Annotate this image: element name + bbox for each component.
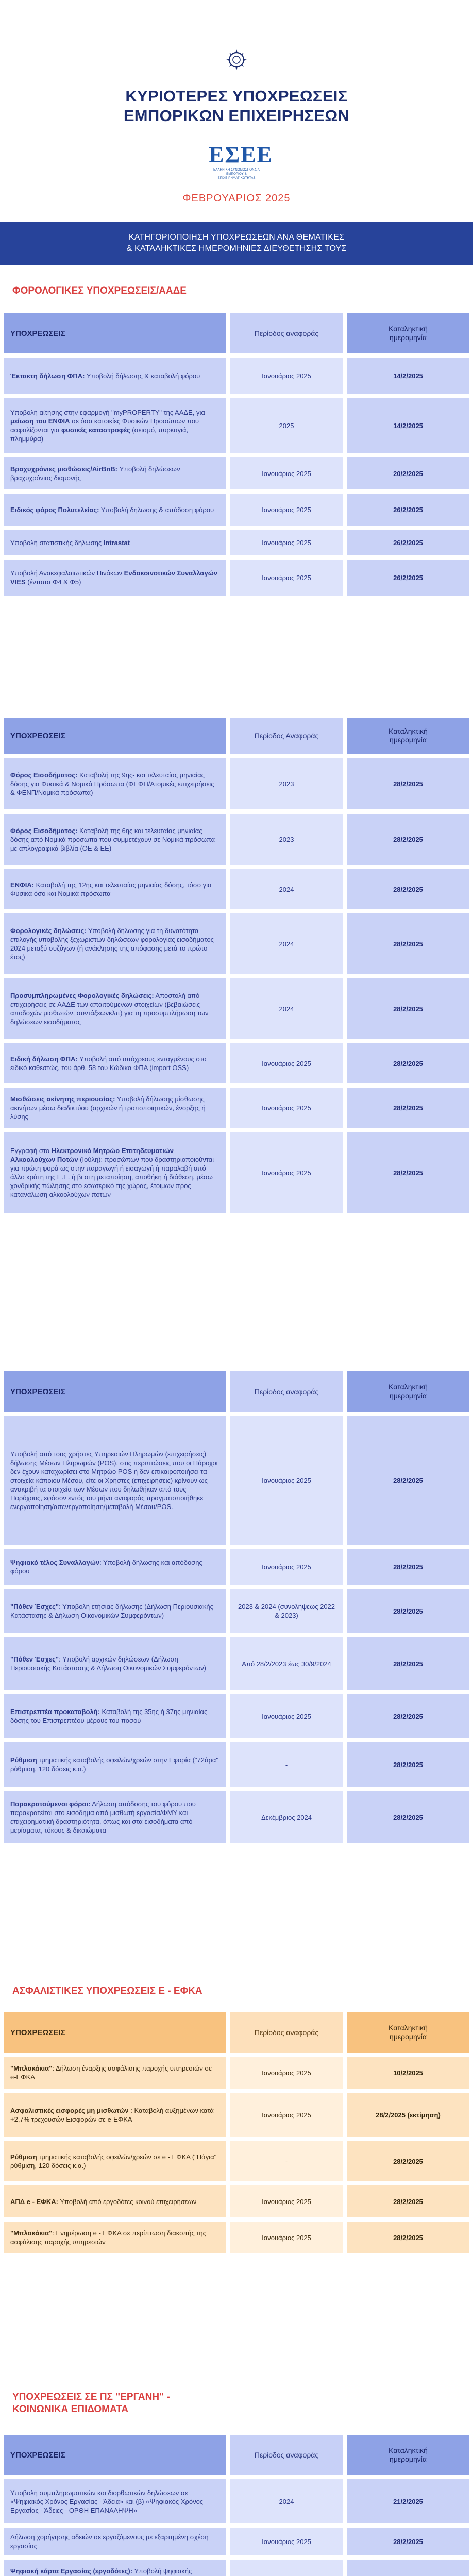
period-cell: Ιανουάριος 2025 (230, 2093, 343, 2137)
deadline-cell: 20/2/2025 (347, 457, 469, 489)
obligation-text: Υποβολή από υπόχρεους ενταγμένους στο ειδικό καθεστώς, του άρθ. 58 του Κώδικα ΦΠΑ (import OSS) (10, 1055, 207, 1072)
header-obligations: ΥΠΟΧΡΕΩΣΕΙΣ (4, 1371, 226, 1412)
ergani-table-header (4, 2435, 469, 2475)
table-row (4, 2560, 469, 2576)
title-line-2: ΕΜΠΟΡΙΚΩΝ ΕΠΙΧΕΙΡΗΣΕΩΝ (123, 107, 350, 125)
obligation-text: : Υποβολή ετήσιας δήλωσης (Δήλωση Περιουσιακής Κατάστασης & Δήλωση Οικονομικών Συμφερόντων) (10, 1603, 213, 1619)
period-cell: - (230, 2141, 343, 2181)
deadline-cell: 28/2/2025 (347, 2141, 469, 2181)
obligation-text: Ειδικός φόρος Πολυτελείας: (10, 505, 99, 514)
table-row (4, 1791, 469, 1843)
tax-table-3 (4, 1371, 469, 1848)
ergani-section-title (12, 2391, 170, 2416)
table-row (4, 2528, 469, 2555)
deadline-cell: 14/2/2025 (347, 358, 469, 394)
table-row (4, 1088, 469, 1128)
period-cell: Ιανουάριος 2025 (230, 2222, 343, 2253)
table-row (4, 1416, 469, 1545)
period-cell: Ιανουάριος 2025 (230, 2528, 343, 2555)
table-row (4, 457, 469, 489)
period-cell: 2024 (230, 978, 343, 1039)
obligation-cell (4, 2222, 226, 2253)
table-row (4, 1132, 469, 1213)
header-period: Περίοδος αναφοράς (230, 313, 343, 353)
table-row (4, 2141, 469, 2181)
obligation-cell (4, 2185, 226, 2217)
obligation-text: Προσυμπληρωμένες Φορολογικές δηλώσεις: (10, 992, 154, 999)
period-cell: - (230, 1742, 343, 1787)
header-deadline: Καταληκτική ημερομηνία (347, 313, 469, 353)
header-deadline: Καταληκτική ημερομηνία (347, 1371, 469, 1412)
deadline-cell: 28/2/2025 (347, 814, 469, 865)
header-deadline: Καταληκτική ημερομηνία (347, 2012, 469, 2053)
ergani-title-line-1: ΥΠΟΧΡΕΩΣΕΙΣ ΣΕ ΠΣ "ΕΡΓΑΝΗ" - (12, 2392, 170, 2402)
obligation-text: Καταβολή της 12ης και τελευταίας μηνιαίας δόσης, τόσο για Φυσικά όσο και Νομικά πρόσωπα (10, 881, 212, 897)
deadline-cell: 28/2/2025 (347, 2222, 469, 2253)
tax-table-3-header (4, 1371, 469, 1412)
obligation-cell (4, 358, 226, 394)
table-row (4, 1742, 469, 1787)
issue-date: ΦΕΒΡΟΥΑΡΙΟΣ 2025 (182, 193, 291, 204)
obligation-text: Μισθώσεις ακίνητης περιουσίας: (10, 1095, 115, 1103)
table-row (4, 2479, 469, 2523)
period-cell: Ιανουάριος 2025 (230, 2057, 343, 2089)
period-cell: 2023 & 2024 (συνολήψεως 2022 & 2023) (230, 1589, 343, 1633)
obligation-text: Φόρος Εισοδήματος: (10, 826, 78, 835)
obligation-text: Ασφαλιστικές εισφορές μη μισθωτών (10, 2107, 129, 2114)
period-cell: Ιανουάριος 2025 (230, 457, 343, 489)
obligation-text: Ειδική δήλωση ΦΠΑ: (10, 1055, 78, 1063)
period-cell: Από 28/2/2023 έως 30/9/2024 (230, 1637, 343, 1690)
obligation-text: "Πόθεν Έσχες" (10, 1655, 59, 1663)
obligation-cell (4, 494, 226, 526)
obligation-cell (4, 2141, 226, 2181)
header-obligations: ΥΠΟΧΡΕΩΣΕΙΣ (4, 718, 226, 754)
table-row (4, 913, 469, 974)
table-row (4, 2185, 469, 2217)
deadline-cell: 28/2/2025 (347, 1589, 469, 1633)
obligation-text: Δήλωση χορήγησης αδειών σε εργαζόμενους με εξαρτημένη σχέση εργασίας (10, 2533, 209, 2550)
header-period: Περίοδος Αναφοράς (230, 718, 343, 754)
table-row (4, 560, 469, 596)
obligation-cell (4, 2560, 226, 2576)
table-row (4, 814, 469, 865)
header-obligations: ΥΠΟΧΡΕΩΣΕΙΣ (4, 2012, 226, 2053)
obligation-text: Αποστολή από επιχειρήσεις σε ΑΑΔΕ των απαιτούμενων στοιχείων (βεβαιώσεις αποδοχών μισθωτών, συντάξεωνκλπ) για τη προσυμπλήρωση των δηλώσεων εισοδήματος (10, 992, 209, 1026)
obligation-text: Υποβολή δήλωσης & καταβολή φόρου (85, 371, 200, 380)
table-row (4, 1043, 469, 1083)
deadline-cell: 26/2/2025 (347, 560, 469, 596)
obligation-text: Υποβολή δηλώσεων βραχυχρόνιας διαμονής (10, 465, 180, 482)
table-row (4, 1694, 469, 1738)
insurance-section-title: ΑΣΦΑΛΙΣΤΙΚΕΣ ΥΠΟΧΡΕΩΣΕΙΣ E - ΕΦΚΑ (12, 1986, 202, 1996)
tax-table (4, 313, 469, 600)
table-row (4, 358, 469, 394)
obligation-text: "Μπλοκάκια" (10, 2229, 53, 2237)
insurance-table (4, 2012, 469, 2258)
period-cell: Ιανουάριος 2025 (230, 494, 343, 526)
ergani-title-line-2: ΚΟΙΝΩΝΙΚΑ ΕΠΙΔΟΜΑΤΑ (12, 2404, 129, 2415)
obligation-text: Υποβολή δήλωσης για τη δυνατότητα επιλογής υποβολής ξεχωριστών δηλώσεων φορολογίας εισοδήματος 2024 μεταξύ συζύγων (ή ανάκλησης της απόφασης μετά το πρώτο έτος) (10, 927, 214, 961)
obligation-cell (4, 978, 226, 1039)
obligation-text: Ψηφιακή κάρτα Εργασίας (εργοδότες): (10, 2567, 133, 2575)
period-cell: 2024 (230, 2479, 343, 2523)
tax-table-2-header (4, 718, 469, 754)
deadline-cell: 10/2/2025 (347, 2057, 469, 2089)
deadline-cell: 28/2/2025 (347, 1549, 469, 1585)
period-cell: 2023 (230, 758, 343, 809)
deadline-cell (347, 2560, 469, 2576)
obligation-text: (Ιούλη): προσώπων που δραστηριοποιούνται για πρώτη φορά ως στην παραγωγή ή εισαγωγή ή παραλαβή από άλλο κράτη της Ε.Ε. ή βι στη μεταποίηση, αποθήκη ή διάθεση, μέσω χονδρικής πώλησης στο εσωτερικό της χώρας, έτοιμων προς κατανάλωση αλκοολούχων ποτών (10, 1156, 214, 1198)
obligation-cell (4, 913, 226, 974)
obligation-text: Καταβολή της 35ης ή 37ης μηνιαίας δόσης του Επιστρεπτέου μέρους του ποσού (10, 1708, 208, 1724)
obligation-text: : Υποβολή δήλωσης και απόδοσης φόρου (10, 1558, 202, 1575)
deadline-cell: 28/2/2025 (347, 1132, 469, 1213)
obligation-text: Ψηφιακό τέλος Συναλλαγών (10, 1558, 100, 1566)
obligation-cell (4, 814, 226, 865)
deadline-cell: 26/2/2025 (347, 494, 469, 526)
deadline-cell: 28/2/2025 (347, 2528, 469, 2555)
obligation-text: φυσικές καταστροφές (61, 426, 130, 434)
period-cell: Ιανουάριος 2025 (230, 2185, 343, 2217)
deadline-cell: 28/2/2025 (347, 1043, 469, 1083)
logo-subtitle: ΕΛΛΗΝΙΚΗ ΣΥΝΟΜΟΣΠΟΝΔΙΑ ΕΜΠΟΡΙΟΥ & ΕΠΙΧΕΙΡΗΜΑΤΙΚΟΤΗΤΑΣ (213, 168, 260, 180)
obligation-cell (4, 758, 226, 809)
obligation-cell (4, 1549, 226, 1585)
tax-table-header (4, 313, 469, 353)
obligation-text: Ηλεκτρονικό Μητρώο Επιτηδευματιών Αλκοολούχων Ποτών (10, 1147, 174, 1163)
obligation-text: ΕΝΦΙΑ: (10, 881, 35, 889)
obligation-text: σε όσα κατοικίες Φυσικών Προσώπων που ασφαλίζονται για (10, 417, 199, 434)
deadline-cell: 28/2/2025 (347, 913, 469, 974)
period-cell: Ιανουάριος 2025 (230, 1549, 343, 1585)
obligation-text: : Υποβολή αρχικών δηλώσεων (Δήλωση Περιουσιακής Κατάστασης & Δήλωση Οικονομικών Συμφερόντων) (10, 1655, 206, 1672)
period-cell: Ιανουάριος 2025 (230, 1416, 343, 1545)
obligation-text: "Πόθεν Έσχες" (10, 1603, 59, 1611)
obligation-text: Εγγραφή στο (10, 1147, 52, 1155)
obligation-cell (4, 1043, 226, 1083)
obligation-text: Υποβολή Ανακεφαλαιωτικών Πινάκων (10, 569, 124, 577)
header-deadline: Καταληκτική ημερομηνία (347, 2435, 469, 2475)
obligation-cell (4, 1742, 226, 1787)
deadline-cell: 28/2/2025 (347, 2185, 469, 2217)
table-row (4, 2057, 469, 2089)
title-line-1: ΚΥΡΙΟΤΕΡΕΣ ΥΠΟΧΡΕΩΣΕΙΣ (125, 87, 348, 105)
period-cell: Ιανουάριος 2025 (230, 1694, 343, 1738)
period-cell: 2025 (230, 398, 343, 453)
obligation-cell (4, 1791, 226, 1843)
obligation-text: μείωση του ΕΝΦΙΑ (10, 417, 70, 425)
category-banner (0, 222, 473, 265)
table-row (4, 1589, 469, 1633)
header-period: Περίοδος αναφοράς (230, 2012, 343, 2053)
obligation-text: Ρύθμιση (10, 2153, 37, 2161)
obligation-text: Καταβολή της 6ης και τελευταίας μηνιαίας δόσης από Νομικά πρόσωπα που συμμετέχουν σε Νομικά πρόσωπα με απλογραφικά βιβλία (ΟΕ & ΕΕ) (10, 826, 215, 852)
obligation-cell (4, 2093, 226, 2137)
deadline-cell: 26/2/2025 (347, 530, 469, 555)
deadline-cell: 28/2/2025 (347, 869, 469, 909)
obligation-text: Υποβολή από εργοδότες κοινού επιχειρήσεων (58, 2197, 197, 2206)
header-obligations: ΥΠΟΧΡΕΩΣΕΙΣ (4, 2435, 226, 2475)
obligation-text: Υποβολή δήλωσης & απόδοση φόρου (99, 505, 214, 514)
table-row (4, 2222, 469, 2253)
obligation-text: Υποβολή από τους χρήστες Υπηρεσιών Πληρωμών (επιχειρήσεις) δήλωσης Μέσων Πληρωμών (POS), στις περιπτώσεις που οι Πάροχοι δεν έχουν καταχωρίσει στο Μητρώο POS ή δεν επικαιροποιήσει τα στοιχεία κάποιου Μέσου, είτε οι Χρήστες (επιχειρήσεις) κρίνουν ως ανακριβή τα στοιχεία των Μέσων που δηλωθήκαν από τους Παρόχους, εφόσον εντός του μήνα αναφοράς πραγματοποιήθηκε ενεργοποίηση/απενεργοποίηση/μεταβολή Μέσου/POS. (10, 1450, 218, 1511)
header-period: Περίοδος αναφοράς (230, 2435, 343, 2475)
deadline-cell: 28/2/2025 (347, 1416, 469, 1545)
header-period: Περίοδος αναφοράς (230, 1371, 343, 1412)
period-cell (230, 2560, 343, 2576)
table-row (4, 1549, 469, 1585)
obligation-text: Υποβολή αίτησης στην εφαρμογή "myPROPERTY" της ΑΑΔΕ, για (10, 409, 205, 416)
obligation-text: (σεισμό, πυρκαγιά, πλημμύρα) (10, 426, 189, 443)
obligation-text: "Μπλοκάκια" (10, 2064, 53, 2072)
obligation-cell (4, 2479, 226, 2523)
obligation-text: : Ενημέρωση e - ΕΦΚΑ σε περίπτωση διακοπής της ασφάλισης παροχής υπηρεσιών (10, 2229, 206, 2246)
banner-line-1: ΚΑΤΗΓΟΡΙΟΠΟΙΗΣΗ ΥΠΟΧΡΕΩΣΕΩΝ ΑΝΑ ΘΕΜΑΤΙΚΕΣ (128, 233, 345, 242)
obligation-cell (4, 1589, 226, 1633)
deadline-cell: 28/2/2025 (347, 1694, 469, 1738)
deadline-cell: 28/2/2025 (347, 978, 469, 1039)
obligation-text: Παρακρατούμενοι φόροι: (10, 1800, 91, 1808)
obligation-text: ΑΠΔ e - ΕΦΚΑ: (10, 2197, 58, 2206)
table-row (4, 530, 469, 555)
obligation-cell (4, 457, 226, 489)
table-row (4, 2093, 469, 2137)
obligation-text: Υποβολή ψηφιακής (134, 2567, 192, 2575)
table-row (4, 758, 469, 809)
obligation-text: Υποβολή συμπληρωματικών και διορθωτικών δηλώσεων σε «Ψηφιακός Χρόνος Εργασίας - Άδεια» και (β) «Ψηφιακός Χρόνος Εργασίας - Άδειες - ΟΡΘΗ ΕΠΑΝΑΛΗΨΗ» (10, 2488, 204, 2514)
period-cell: 2024 (230, 913, 343, 974)
obligation-text: Φόρος Εισοδήματος: (10, 771, 78, 779)
obligation-text: Υποβολή στατιστικής δήλωσης (10, 538, 104, 547)
obligation-cell (4, 1637, 226, 1690)
period-cell: Ιανουάριος 2025 (230, 358, 343, 394)
obligation-text: Intrastat (103, 538, 130, 547)
obligation-cell (4, 398, 226, 453)
tax-table-2 (4, 718, 469, 1217)
obligation-text: Ενδοκοινοτικών Συναλλαγών VIES (10, 569, 217, 586)
table-row (4, 494, 469, 526)
header-obligations: ΥΠΟΧΡΕΩΣΕΙΣ (4, 313, 226, 353)
wreath-emblem-icon (224, 47, 249, 72)
logo-text: ΕΣΕΕ (209, 142, 273, 167)
deadline-cell: 14/2/2025 (347, 398, 469, 453)
esee-logo (209, 142, 273, 180)
obligation-text: Έκτακτη δήλωση ΦΠΑ: (10, 371, 85, 380)
period-cell: Ιανουάριος 2025 (230, 530, 343, 555)
period-cell: 2024 (230, 869, 343, 909)
deadline-cell: 28/2/2025 (347, 1742, 469, 1787)
obligation-text: Επιστρεπτέα προκαταβολή: (10, 1708, 100, 1716)
obligation-cell (4, 1132, 226, 1213)
insurance-table-header (4, 2012, 469, 2053)
deadline-cell: 28/2/2025 (347, 1791, 469, 1843)
page-title (0, 87, 473, 126)
obligation-cell (4, 530, 226, 555)
obligation-cell (4, 2528, 226, 2555)
obligation-cell (4, 1416, 226, 1545)
period-cell: Ιανουάριος 2025 (230, 1132, 343, 1213)
obligation-text: (έντυπα Φ4 & Φ5) (25, 578, 81, 586)
period-cell: 2023 (230, 814, 343, 865)
obligation-text: τμηματικής καταβολής οφειλών/χρεών σε e - ΕΦΚΑ ("Πάγια" ρύθμιση, 120 δόσεις κ.α.) (10, 2153, 217, 2170)
header (0, 0, 473, 206)
deadline-cell: 28/2/2025 (347, 1637, 469, 1690)
deadline-cell: 28/2/2025 (εκτίμηση) (347, 2093, 469, 2137)
period-cell: Ιανουάριος 2025 (230, 560, 343, 596)
obligation-cell (4, 1088, 226, 1128)
table-row (4, 978, 469, 1039)
obligation-cell (4, 869, 226, 909)
obligation-text: : Δήλωση έναρξης ασφάλισης παροχής υπηρεσιών σε e-ΕΦΚΑ (10, 2064, 212, 2081)
ergani-table (4, 2435, 469, 2576)
header-deadline: Καταληκτική ημερομηνία (347, 718, 469, 754)
obligation-text: Φορολογικές δηλώσεις: (10, 927, 87, 935)
obligation-text: Υποβολή δήλωσης μίσθωσης ακινήτων μέσω διαδικτύου (αρχικών ή τροποποιητικών, ένορξης ή λύσης (10, 1095, 206, 1121)
obligation-text: Ρύθμιση (10, 1756, 37, 1764)
table-row (4, 869, 469, 909)
obligation-cell (4, 560, 226, 596)
obligation-text: : Καταβολή αυξημένων κατά +2,7% τρεχουσών Εισφορών σε e-ΕΦΚΑ (10, 2107, 214, 2123)
deadline-cell: 28/2/2025 (347, 758, 469, 809)
deadline-cell: 28/2/2025 (347, 1088, 469, 1128)
banner-line-2: & ΚΑΤΑΛΗΚΤΙΚΕΣ ΗΜΕΡΟΜΗΝΙΕΣ ΔΙΕΥΘΕΤΗΣΗΣ ΤΟΥΣ (126, 244, 347, 253)
period-cell: Ιανουάριος 2025 (230, 1088, 343, 1128)
obligation-cell (4, 1694, 226, 1738)
obligation-text: Καταβολή της 9ης- και τελευταίας μηνιαίας δόσης για Φυσικά & Νομικά Πρόσωπα (ΦΕΦΠ/Ατομικές επιχειρήσεις & ΦΕΝΠ/Νομικά πρόσωπα) (10, 771, 214, 796)
period-cell: Δεκέμβριος 2024 (230, 1791, 343, 1843)
obligation-cell (4, 2057, 226, 2089)
obligation-text: Δήλωση απόδοσης του φόρου που παρακρατείται στο εισόδημα από μισθωτή εργασία/ΦΜΥ και επιχειρηματική δραστηριότητα, όπως και στα εισοδήματα από μερίσματα, τόκους & δικαιώματα (10, 1800, 196, 1834)
deadline-cell: 21/2/2025 (347, 2479, 469, 2523)
obligation-text: Βραχυχρόνιες μισθώσεις/AirBnB: (10, 465, 117, 473)
period-cell: Ιανουάριος 2025 (230, 1043, 343, 1083)
obligation-text: τμηματικής καταβολής οφειλών/χρεών στην Εφορία ("72άρα" ρύθμιση, 120 δόσεις κ.α.) (10, 1756, 219, 1773)
table-row (4, 1637, 469, 1690)
tax-section-title: ΦΟΡΟΛΟΓΙΚΕΣ ΥΠΟΧΡΕΩΣΕΙΣ/ΑΑΔΕ (12, 285, 187, 296)
table-row (4, 398, 469, 453)
